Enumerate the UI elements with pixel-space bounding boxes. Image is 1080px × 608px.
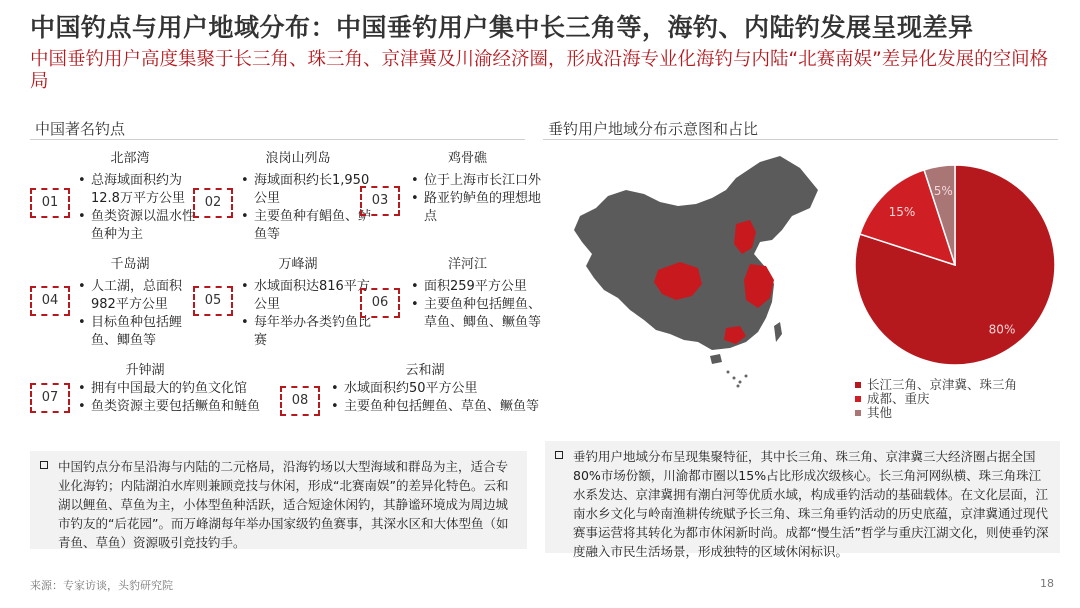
spot-name: 千岛湖 [110,257,150,272]
spot-card-06 [360,256,542,356]
spot-name: 升钟湖 [125,363,165,378]
spot-number-badge: 01 [30,188,70,218]
right-section-divider [543,139,1058,140]
checkbox-bullet-icon [555,451,563,459]
checkbox-bullet-icon [40,461,48,469]
spot-card-01 [30,150,195,250]
legend-swatch [855,396,861,402]
spot-number-badge: 07 [30,383,70,413]
spot-bullet: • 路亚钓鲈鱼的理想地点 [424,190,542,226]
page-number: 18 [1040,577,1054,590]
map-hainan [710,354,722,364]
spot-bullet: • 水域面积达816平方公里 [254,278,372,314]
user-share-pie-chart [850,160,1060,370]
right-summary-note [545,441,1060,559]
spot-name: 北部湾 [110,151,150,166]
right-section-heading: 垂钓用户地域分布示意图和占比 [548,120,759,138]
spot-bullet: • 每年举办各类钓鱼比赛 [254,314,372,350]
pie-slice-label-2: 5% [933,183,953,198]
left-section-heading: 中国著名钓点 [35,120,126,138]
spot-card-02 [193,150,372,250]
map-south-sea-islands [727,371,748,388]
spot-number-badge: 02 [193,188,233,218]
spot-number-badge: 05 [193,286,233,316]
spot-bullet: • 鱼类资源主要包括鳜鱼和鲢鱼 [91,398,281,416]
spot-name: 浪岗山列岛 [265,151,331,166]
spot-card-07 [30,362,270,442]
china-map [560,150,850,390]
page-title: 中国钓点与用户地域分布：中国垂钓用户集中长三角等，海钓、内陆钓发展呈现差异 [30,13,974,42]
legend-item: 长江三角、京津冀、珠三角 [855,378,1017,392]
spot-bullet: • 鱼类资源以温水性鱼种为主 [91,208,206,244]
spot-bullet: • 目标鱼种包括鲤鱼、鲫鱼等 [91,314,206,350]
spot-bullet: • 总海域面积约为12.8万平方公里 [91,172,206,208]
spot-bullet: • 面积259平方公里 [424,278,542,296]
spot-number-badge: 03 [360,186,400,216]
left-section-divider [30,139,525,140]
spot-bullet: • 海域面积约长1,950公里 [254,172,372,208]
spot-bullet: • 人工湖，总面积982平方公里 [91,278,206,314]
spot-bullet: • 拥有中国最大的钓鱼文化馆 [91,380,281,398]
legend-swatch [855,410,861,416]
spot-bullet: • 主要鱼种包括鲤鱼、草鱼、鲫鱼、鳜鱼等 [424,296,542,332]
spot-number-badge: 06 [360,288,400,318]
legend-swatch [855,382,861,388]
spot-name: 洋河江 [447,257,487,272]
right-summary-text: 垂钓用户地域分布呈现集聚特征，其中长三角、珠三角、京津冀三大经济圈占据全国80%市场份额，川渝都市圈以15%占比形成次级核心。长三角河网纵横、珠三角珠江水系发达、京津冀拥有潮白河等优质水域，构成垂钓活动的基础载体。在文化层面，江南水乡文化与岭南渔耕传统赋予长三角、珠三角垂钓活动的历史底蕴，京津冀通过现代赛事运营将其转化为都市休闲新时尚。成都“慢生活”哲学与重庆江湖文化，则使垂钓深度融入市民生活场景，形成独特的区域休闲标识。 [573,449,1049,559]
pie-slice-label-1: 15% [888,204,916,219]
spot-card-03 [360,150,542,250]
spot-card-04 [30,256,195,356]
legend-item: 成都、重庆 [855,392,1017,406]
spot-card-08 [280,362,540,442]
map-mainland [574,156,818,350]
source-footer: 来源：专家访谈，头豹研究院 [30,579,173,592]
page-subtitle: 中国垂钓用户高度集聚于长三角、珠三角、京津冀及川渝经济圈，形成沿海专业化海钓与内陆“北赛南娱”差异化发展的空间格局 [30,49,1049,92]
spot-bullet: • 主要鱼种有鲳鱼、鲈鱼等 [254,208,372,244]
spot-bullet: • 主要鱼种包括鲤鱼、草鱼、鳜鱼等 [344,398,539,416]
map-taiwan [774,322,782,342]
left-summary-note [30,451,527,549]
spot-card-05 [193,256,372,356]
spot-name: 万峰湖 [278,257,318,272]
spot-bullet: • 水域面积约50平方公里 [344,380,539,398]
pie-legend [855,378,1017,420]
left-summary-text: 中国钓点分布呈沿海与内陆的二元格局，沿海钓场以大型海域和群岛为主，适合专业化海钓；内陆湖泊水库则兼顾竞技与休闲，形成“北赛南娱”的差异化特色。云和湖以鲤鱼、草鱼为主，小体型鱼种活跃，适合短途休闲钓，其静谧环境成为周边城市钓友的“后花园”。而万峰湖每年举办国家级钓鱼赛事，其深水区和大体型鱼（如青鱼、草鱼）资源吸引竞技钓手。 [58,459,509,550]
spot-name: 云和湖 [405,363,445,378]
spot-number-badge: 08 [280,386,320,416]
spot-bullet: • 位于上海市长江口外 [424,172,542,190]
spot-name: 鸡骨礁 [447,151,487,166]
spot-number-badge: 04 [30,286,70,316]
pie-slice-label-0: 80% [988,322,1016,337]
legend-item: 其他 [855,406,1017,420]
